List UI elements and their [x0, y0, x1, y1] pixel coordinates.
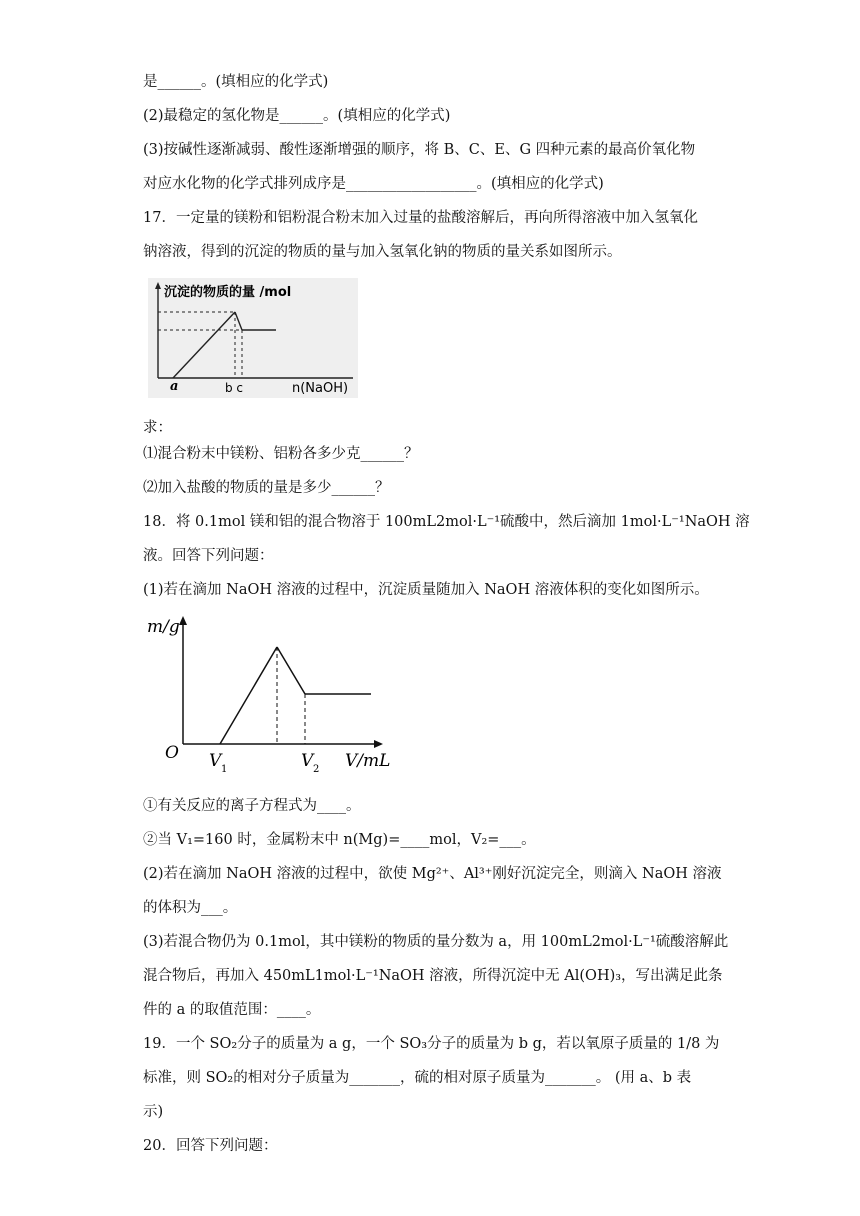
- origin-label: O: [165, 743, 179, 763]
- text-line: 的体积为___。: [143, 900, 238, 916]
- text-line: ②当 V₁=160 时，金属粉末中 n(Mg)=____mol，V₂=___。: [143, 832, 536, 848]
- text-line: (3)按碱性逐渐减弱、酸性逐渐增强的顺序，将 B、C、E、G 四种元素的最高价氧化物: [143, 142, 696, 158]
- text-line: 液。回答下列问题：: [143, 548, 274, 564]
- text-line: (2)若在滴加 NaOH 溶液的过程中，欲使 Mg²⁺、Al³⁺刚好沉淀完全，则滴入 NaOH 溶液: [143, 866, 722, 882]
- x-axis-label: V/mL: [345, 751, 391, 771]
- tick-a: a: [170, 379, 179, 394]
- precipitate-amount-graph: [148, 278, 358, 398]
- v2-label: V: [301, 751, 314, 771]
- text-line: 混合物后，再加入 450mL1mol·L⁻¹NaOH 溶液，所得沉淀中无 Al(OH)₃，写出满足此条: [143, 968, 723, 984]
- question-19-line: 19．一个 SO₂分子的质量为 a g，一个 SO₃分子的质量为 b g，若以氧原子质量的 1/8 为: [143, 1036, 720, 1052]
- v2-subscript: 2: [313, 764, 320, 775]
- precipitate-mass-graph: [143, 612, 393, 782]
- x-axis-label: n(NaOH): [292, 381, 349, 396]
- falling-line: [235, 312, 242, 330]
- text-line: (1)若在滴加 NaOH 溶液的过程中，沉淀质量随加入 NaOH 溶液体积的变化如图所示。: [143, 582, 709, 598]
- question-18-line: 18．将 0.1mol 镁和铝的混合物溶于 100mL2mol·L⁻¹硫酸中，然后滴加 1mol·L⁻¹NaOH 溶: [143, 514, 750, 530]
- y-axis-arrow-icon: [155, 282, 161, 289]
- tick-bc: b c: [225, 381, 244, 395]
- text-line: ①有关反应的离子方程式为____。: [143, 798, 361, 814]
- question-17-line: 17．一定量的镁粉和铝粉混合粉末加入过量的盐酸溶解后，再向所得溶液中加入氢氧化: [143, 210, 698, 226]
- y-axis-label: m/g: [147, 617, 180, 637]
- text-line: 求：: [143, 420, 172, 436]
- falling-line: [277, 647, 305, 694]
- text-line: 钠溶液，得到的沉淀的物质的量与加入氢氧化钠的物质的量关系如图所示。: [143, 244, 622, 260]
- question-20-line: 20．回答下列问题：: [143, 1138, 278, 1154]
- text-line: 对应水化物的化学式排列成序是__________________。(填相应的化学式): [143, 176, 604, 192]
- y-axis-label: 沉淀的物质的量 /mol: [164, 285, 292, 300]
- x-axis-arrow-icon: [374, 740, 383, 748]
- text-line: 标准，则 SO₂的相对分子质量为_______，硫的相对原子质量为_______。 (用 a、b 表: [143, 1070, 692, 1086]
- rising-line: [220, 647, 277, 744]
- y-axis-arrow-icon: [179, 616, 187, 625]
- rising-line: [173, 312, 235, 378]
- text-line: 示): [143, 1104, 164, 1120]
- text-line: 是______。(填相应的化学式): [143, 74, 329, 90]
- text-line: ⑴混合粉末中镁粉、铝粉各多少克______？: [143, 446, 419, 462]
- text-line: 件的 a 的取值范围：____。: [143, 1002, 321, 1018]
- v1-subscript: 1: [221, 764, 228, 775]
- v1-label: V: [209, 751, 222, 771]
- x-axis-label-wrap: [292, 378, 372, 402]
- text-line: (3)若混合物仍为 0.1mol，其中镁粉的物质的量分数为 a，用 100mL2mol·L⁻¹硫酸溶解此: [143, 934, 729, 950]
- text-line: ⑵加入盐酸的物质的量是多少______？: [143, 480, 390, 496]
- graph-2-svg: [143, 612, 393, 782]
- text-line: (2)最稳定的氢化物是______。(填相应的化学式): [143, 108, 451, 124]
